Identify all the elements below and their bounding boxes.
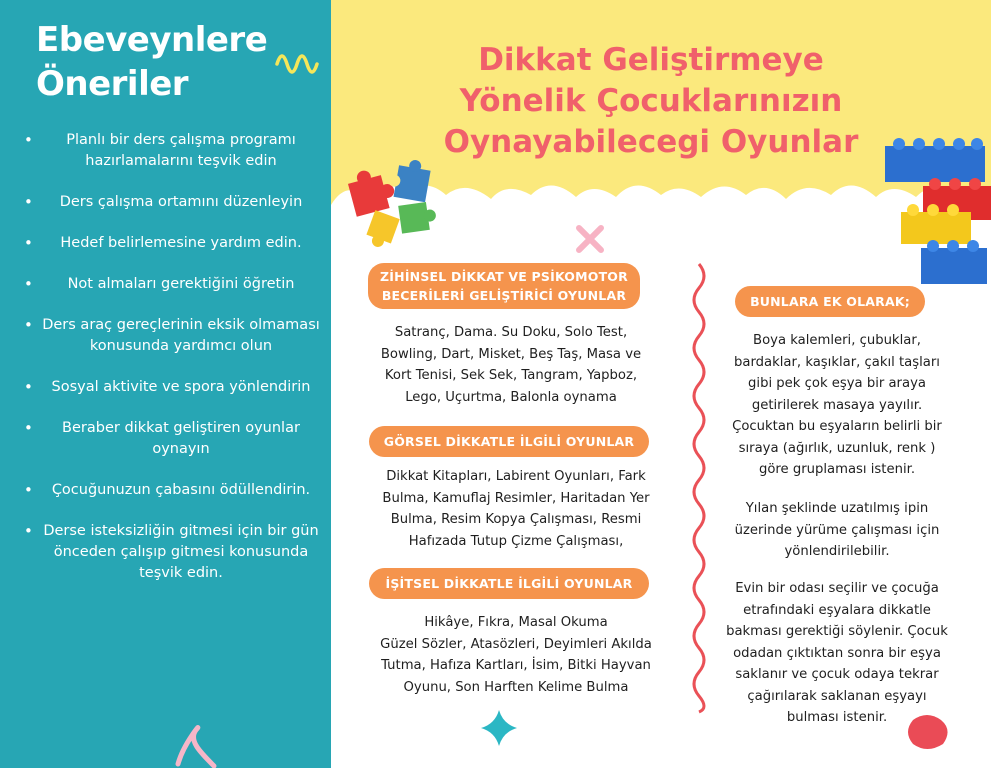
tips-list	[20, 130, 320, 604]
list-item: • Çocuğunuzun çabasını ödüllendirin.	[20, 480, 320, 501]
blob-icon	[903, 712, 953, 752]
main-panel	[331, 0, 991, 768]
sidebar-title-line1: Ebeveynlere	[36, 20, 268, 60]
extra-paragraph-1: Boya kalemleri, çubuklar, bardaklar, kaşıklar, çakıl taşları gibi pek çok eşya bir araya getirilerek masaya yayılır. Çocuktan bu eşyaların belirli bir sıraya (ağırlık, uzunluk, renk ) göre gruplaması istenir.	[732, 333, 942, 477]
list-item: • Hedef belirlemesine yardım edin.	[20, 233, 320, 254]
lego-bricks-icon	[873, 128, 991, 288]
sidebar-title-line2: Öneriler	[36, 64, 189, 104]
extra-paragraph-3: Evin bir odası seçilir ve çocuğa etrafındaki eşyalara dikkatle bakması gerektiği söylenir. Çocuk odadan çıktıktan sonra bir eşya saklanır ve çocuk odaya tekrar çağırılarak saklanan eşyayı bulması istenir.	[726, 581, 948, 725]
section-heading-auditory-attention: İŞİTSEL DİKKATLE İLGİLİ OYUNLAR	[369, 568, 649, 599]
section-heading-visual-attention: GÖRSEL DİKKATLE İLGİLİ OYUNLAR	[369, 426, 649, 457]
title-line1: Dikkat Geliştirmeye	[478, 42, 824, 78]
squiggle-icon	[274, 44, 324, 74]
section-body-visual-attention: Dikkat Kitapları, Labirent Oyunları, Fark Bulma, Kamuflaj Resimler, Haritadan Yer Bulma, Resim Kopya Çalışması, Resmi Hafızada Tutup Çizme Çalışması,	[382, 469, 650, 549]
wavy-divider	[687, 262, 711, 714]
extra-paragraph-2: Yılan şeklinde uzatılmış ipin üzerinde yürüme çalışması için yönlendirilebilir.	[734, 501, 940, 559]
section-body-auditory-attention: Hikâye, Fıkra, Masal Okuma Güzel Sözler, Atasözleri, Deyimleri Akılda Tutma, Hafıza Kartları, İsim, Bitki Hayvan Oyunu, Son Harften Kelime Bulma	[380, 615, 652, 695]
section-heading-mental-attention: ZİHİNSEL DİKKAT VE PSİKOMOTOR BECERİLERİ GELİŞTİRİCİ OYUNLAR	[368, 263, 640, 309]
puzzle-icon	[343, 160, 453, 250]
page-title	[391, 40, 911, 163]
sidebar-title	[36, 18, 267, 106]
list-item: • Planlı bir ders çalışma programı hazırlamalarını teşvik edin	[20, 130, 320, 172]
sparkle-icon	[573, 222, 607, 256]
sidebar-panel	[0, 0, 331, 768]
list-item: • Derse isteksizliğin gitmesi için bir gün önceden çalışıp gitmesi konusunda teşvik edin.	[20, 521, 320, 584]
section-body-mental-attention: Satranç, Dama. Su Doku, Solo Test, Bowling, Dart, Misket, Beş Taş, Masa ve Kort Tenisi, Sek Sek, Tangram, Yapboz, Lego, Uçurtma, Balonla oynama	[380, 325, 642, 405]
list-item: • Sosyal aktivite ve spora yönlendirin	[20, 377, 320, 398]
list-item: • Ders çalışma ortamını düzenleyin	[20, 192, 320, 213]
list-item: • Not almaları gerektiğini öğretin	[20, 274, 320, 295]
title-line2: Yönelik Çocuklarınızın	[459, 83, 843, 119]
list-item: • Beraber dikkat geliştiren oyunlar oynayın	[20, 418, 320, 460]
title-line3: Oynayabilecegi Oyunlar	[443, 124, 859, 160]
list-item: • Ders araç gereçlerinin eksik olmaması konusunda yardımcı olun	[20, 315, 320, 357]
ribbon-icon	[170, 712, 220, 768]
section-heading-additionally: BUNLARA EK OLARAK;	[735, 286, 925, 317]
star-icon	[479, 708, 519, 748]
